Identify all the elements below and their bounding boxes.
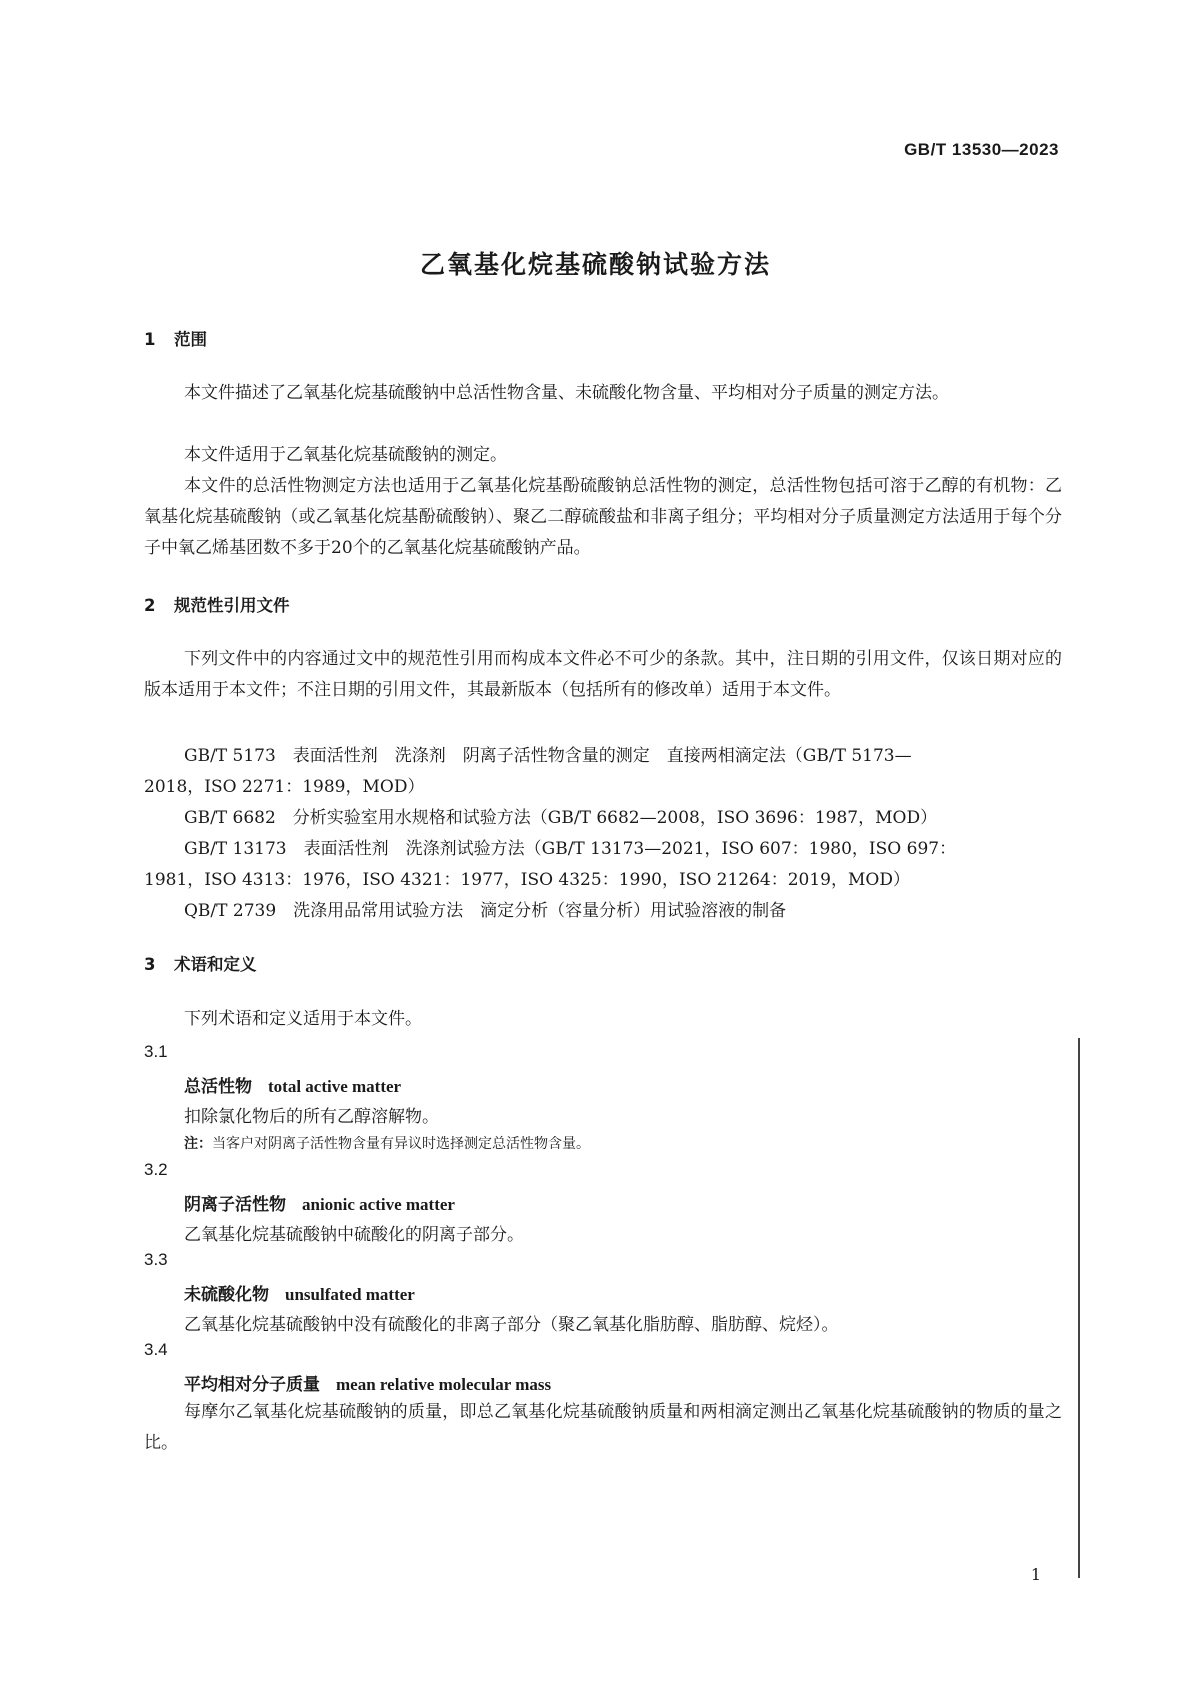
term-number: 3.1: [144, 1042, 168, 1061]
reference-gbt13173-cont: 1981，ISO 4313：1976，ISO 4321：1977，ISO 4325：1990，ISO 21264：2019，MOD）: [144, 870, 910, 890]
term-definition: 扣除氯化物后的所有乙醇溶解物。: [184, 1107, 439, 1127]
term-number: 3.4: [144, 1340, 168, 1359]
reference-gbt6682: GB/T 6682 分析实验室用水规格和试验方法（GB/T 6682—2008，ISO 3696：1987，MOD）: [184, 808, 938, 828]
paragraph: 本文件适用于乙氧基化烷基硫酸钠的测定。: [184, 445, 507, 465]
reference-qbt2739: QB/T 2739 洗涤用品常用试验方法 滴定分析（容量分析）用试验溶液的制备: [184, 901, 787, 921]
term-entry: [184, 1072, 401, 1097]
term-definition: 乙氧基化烷基硫酸钠中没有硫酸化的非离子部分（聚乙氧基化脂肪醇、脂肪醇、烷烃）。: [184, 1315, 839, 1335]
term-number: 3.2: [144, 1160, 168, 1179]
section-number: 3: [144, 955, 156, 974]
document-title: 乙氧基化烷基硫酸钠试验方法: [419, 250, 771, 279]
standard-code: GB/T 13530—2023: [904, 140, 1059, 159]
terms-intro: 下列术语和定义适用于本文件。: [184, 1009, 422, 1029]
term-en: mean relative molecular mass: [336, 1375, 552, 1394]
term-en: anionic active matter: [302, 1195, 455, 1214]
term-zh: 平均相对分子质量: [184, 1375, 320, 1395]
note-text: 当客户对阴离子活性物含量有异议时选择测定总活性物含量。: [212, 1136, 590, 1152]
term-entry: [184, 1370, 551, 1395]
section-1-heading: [144, 326, 207, 350]
section-number: 2: [144, 596, 156, 615]
paragraph: 本文件的总活性物测定方法也适用于乙氧基化烷基酚硫酸钠总活性物的测定，总活性物包括可溶于乙醇的有机物：乙氧基化烷基硫酸钠（或乙氧基化烷基酚硫酸钠）、聚乙二醇硫酸盐和非离子组分；平均相对分子质量测定方法适用于每个分子中氧乙烯基团数不多于20个的乙氧基化烷基硫酸钠产品。: [144, 476, 1062, 558]
term-zh: 阴离子活性物: [184, 1195, 286, 1215]
section-3-heading: [144, 951, 257, 975]
term-entry: [184, 1280, 415, 1305]
section-number: 1: [144, 330, 156, 349]
page-number: 1: [1030, 1565, 1041, 1584]
term-definition: 每摩尔乙氧基化烷基硫酸钠的质量，即总乙氧基化烷基硫酸钠质量和两相滴定测出乙氧基化烷基硫酸钠的物质的量之比。: [144, 1402, 1062, 1453]
section-title: 范围: [174, 330, 207, 349]
term-definition: 乙氧基化烷基硫酸钠中硫酸化的阴离子部分。: [184, 1225, 524, 1245]
term-en: total active matter: [268, 1077, 402, 1096]
paragraph: 本文件描述了乙氧基化烷基硫酸钠中总活性物含量、未硫酸化物含量、平均相对分子质量的测定方法。: [184, 383, 949, 403]
paragraph: 下列文件中的内容通过文中的规范性引用而构成本文件必不可少的条款。其中，注日期的引用文件，仅该日期对应的版本适用于本文件；不注日期的引用文件，其最新版本（包括所有的修改单）适用于本文件。: [144, 649, 1062, 700]
reference-gbt5173-cont: 2018，ISO 2271：1989，MOD）: [144, 777, 425, 797]
term-zh: 未硫酸化物: [184, 1285, 269, 1305]
note-label: 注：: [184, 1136, 212, 1152]
reference-gbt13173: GB/T 13173 表面活性剂 洗涤剂试验方法（GB/T 13173—2021，ISO 607：1980，ISO 697：: [184, 839, 957, 859]
term-number: 3.3: [144, 1250, 168, 1269]
term-entry: [184, 1190, 455, 1215]
term-note: [184, 1133, 590, 1153]
section-2-heading: [144, 592, 290, 616]
section-title: 规范性引用文件: [174, 596, 290, 615]
revision-bar: [1078, 1038, 1080, 1578]
section-title: 术语和定义: [174, 955, 257, 974]
reference-gbt5173: GB/T 5173 表面活性剂 洗涤剂 阴离子活性物含量的测定 直接两相滴定法（GB/T 5173—: [184, 746, 912, 766]
term-zh: 总活性物: [184, 1077, 252, 1097]
term-en: unsulfated matter: [285, 1285, 415, 1304]
